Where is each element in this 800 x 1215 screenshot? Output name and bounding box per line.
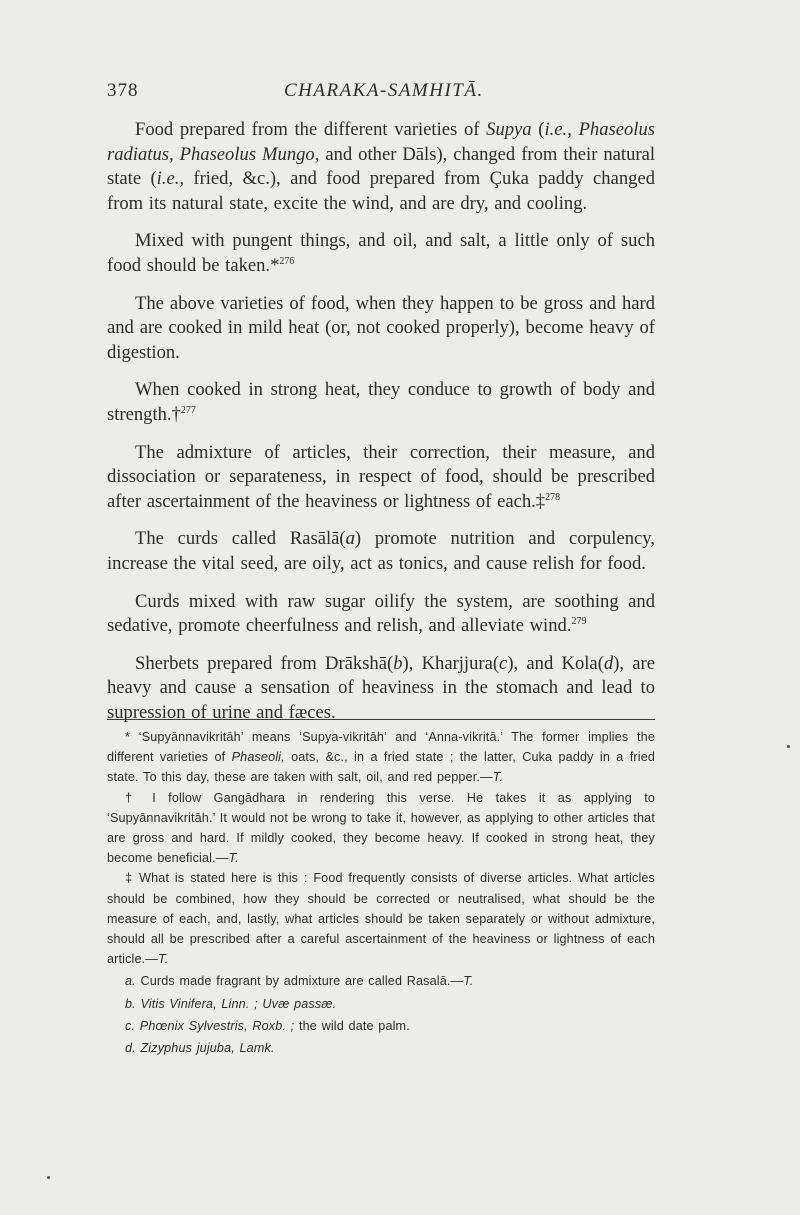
- italic-text: Supya: [486, 119, 532, 140]
- paragraph: [107, 378, 655, 427]
- footnote-divider: [107, 719, 655, 720]
- italic-text: b.: [125, 996, 136, 1011]
- text-run: ), and Kola(: [507, 652, 604, 674]
- text-run: † I follow Gangādhara in rendering this verse. He takes it as applying to ‘Supyānnavikritāh.’ It would not be wrong to take it, however, as applying to other articles that are gross and hard. If mildly cooked, they become heavy. If cooked in strong heat, they become beneficial.—: [107, 790, 655, 866]
- main-text: [107, 118, 655, 738]
- footnote-ref: 278: [545, 491, 561, 503]
- paragraph: [107, 527, 655, 576]
- paragraph: [107, 590, 655, 639]
- paragraph: [107, 229, 655, 278]
- italic-text: d.: [125, 1041, 136, 1056]
- footnote: [107, 1016, 655, 1036]
- text-run: The curds called Rasālā(: [135, 528, 346, 550]
- page-header: [107, 80, 657, 106]
- text-run: ) promote nutrition and corpulency, increase the vital seed, are oily, act as tonics, and cause relish for food.: [107, 528, 655, 574]
- text-run: ), Kharjjura(: [402, 652, 500, 674]
- text-run: Sherbets prepared from Drākshā(: [135, 652, 394, 674]
- text-run: When cooked in strong heat, they conduce to growth of body and strength.†: [107, 379, 655, 425]
- italic-text: c.: [125, 1018, 136, 1033]
- text-run: The above varieties of food, when they happen to be gross and hard and are cooked in mild heat (or, not cooked properly), become heavy of digestion.: [107, 292, 655, 363]
- text-run: * ‘Supyānnavikritāh’ means ‘Supya-vikritāh’ and ‘Anna-vikritā.’ The former implies the different varieties of: [107, 730, 655, 765]
- text-run: and other Dāls), changed from their natural state (: [107, 143, 655, 190]
- text-run: Mixed with pungent things, and oil, and salt, a little only of such food should be taken.*: [107, 230, 655, 276]
- italic-text: d: [603, 652, 614, 674]
- paper-speck: [787, 745, 790, 748]
- italic-text: i.e.,: [156, 168, 185, 190]
- text-run: Curds mixed with raw sugar oilify the system, are soothing and sedative, promote cheerfulness and relish, and alleviate wind.: [107, 590, 655, 637]
- italic-text: a: [345, 528, 355, 550]
- text-run: oats, &c., in a fried state ; the latter, Cuka paddy in a fried state. To this day, these are taken with salt, oil, and red pepper.—: [107, 750, 656, 785]
- italic-text: Zizyphus jujuba, Lamk.: [140, 1041, 275, 1056]
- italic-text: Phaseolus radiatus, Phaseolus Mungo,: [107, 119, 655, 165]
- footnote: [107, 727, 655, 788]
- paragraph: [107, 292, 655, 366]
- paragraph: [107, 118, 655, 216]
- footnote: [107, 971, 655, 991]
- italic-text: a.: [125, 974, 136, 989]
- paragraph: [107, 652, 655, 726]
- italic-text: Phœnix Sylvestris, Roxb. ;: [139, 1018, 295, 1033]
- text-run: (: [531, 119, 545, 140]
- text-run: The admixture of articles, their correction, their measure, and dissociation or separateness, in respect of food, should be prescribed after ascertainment of the heaviness or lightness of each.‡: [107, 441, 655, 512]
- text-run: fried, &c.), and food prepared from Çuka paddy changed from its natural state, excite the wind, and are dry, and cooling.: [107, 168, 655, 214]
- text-run: ), are heavy and cause a sensation of heaviness in the stomach and lead to supression of urine and fæces.: [107, 652, 655, 723]
- text-run: [572, 119, 579, 140]
- paragraph: [107, 441, 655, 515]
- footnotes: [107, 727, 655, 1058]
- running-title: CHARAKA-SAMHITĀ.: [284, 80, 484, 101]
- footnote-ref: 279: [571, 615, 587, 627]
- footnote: [107, 788, 655, 869]
- page-number: 378: [107, 80, 139, 101]
- footnote: [107, 994, 655, 1014]
- italic-text: T.: [463, 974, 474, 989]
- paper-speck: [47, 1176, 50, 1179]
- italic-text: c: [499, 652, 508, 674]
- italic-text: b: [393, 652, 403, 674]
- italic-text: Vitis Vinifera, Linn. ; Uvæ passæ.: [140, 996, 337, 1011]
- italic-text: Phaseoli,: [231, 750, 285, 765]
- footnote: [107, 1038, 655, 1058]
- italic-text: T.: [228, 851, 239, 866]
- italic-text: i.e.,: [544, 119, 572, 140]
- footnote-ref: 276: [279, 255, 295, 267]
- text-run: ‡ What is stated here is this : Food frequently consists of diverse articles. What articles should be combined, how they should be corrected or neutralised, what should be the measure of each, and, lastly, what articles should be taken separately or without admixture, should all be prescribed after a careful ascertainment of the heaviness or lightness of each article.—: [107, 871, 655, 967]
- footnote: [107, 868, 655, 969]
- italic-text: T.: [158, 952, 169, 967]
- text-run: the wild date palm.: [294, 1018, 410, 1033]
- text-run: Food prepared from the different varieties of: [135, 119, 487, 140]
- italic-text: T.: [492, 770, 504, 785]
- text-run: Curds made fragrant by admixture are called Rasalā.—: [135, 974, 464, 989]
- footnote-ref: 277: [180, 404, 196, 416]
